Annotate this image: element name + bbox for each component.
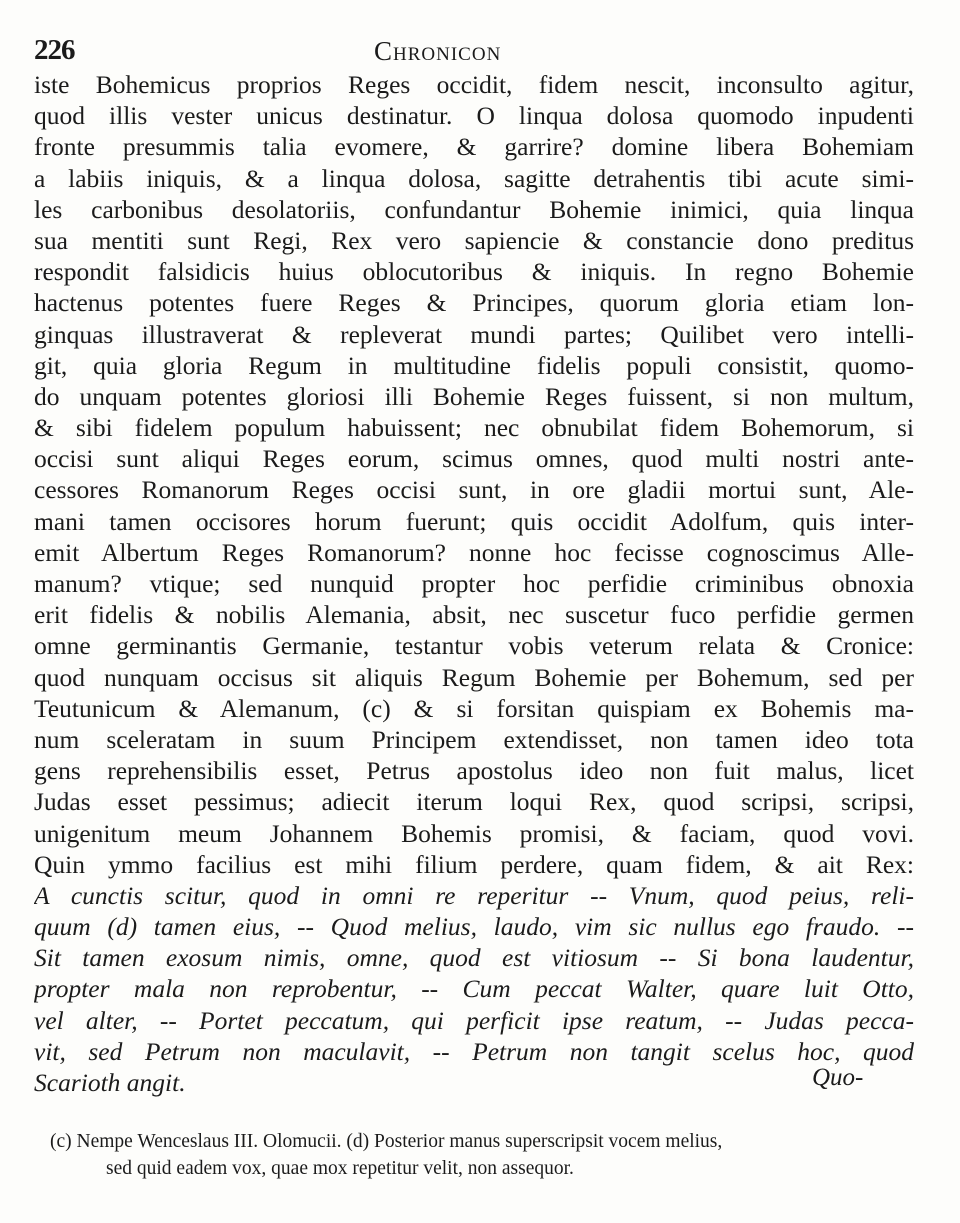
running-head: Chronicon bbox=[374, 36, 502, 66]
text-line: Judas esset pessimus; adiecit iterum loqui Rex, quod scripsi, scripsi, bbox=[34, 787, 914, 817]
text-line: les carbonibus desolatoriis, confundantur Bohemie inimici, quia linqua bbox=[34, 194, 914, 224]
text-line: mani tamen occisores horum fuerunt; quis occidit Adolfum, quis inter- bbox=[34, 506, 914, 536]
page-number: 226 bbox=[34, 34, 75, 66]
text-line: unigenitum meum Johannem Bohemis promisi, & faciam, quod vovi. bbox=[34, 818, 914, 848]
text-line: quod nunquam occisus sit aliquis Regum Bohemie per Bohemum, sed per bbox=[34, 662, 914, 692]
verse-line: A cunctis scitur, quod in omni re reperitur -- Vnum, quod peius, reli- bbox=[34, 880, 914, 910]
text-line: iste Bohemicus proprios Reges occidit, fidem nescit, inconsulto agitur, bbox=[34, 70, 914, 99]
text-line: & sibi fidelem populum habuissent; nec obnubilat fidem Bohemorum, si bbox=[34, 413, 914, 443]
verse-line: vit, sed Petrum non maculavit, -- Petrum non tangit scelus hoc, quod bbox=[34, 1036, 914, 1066]
footnote-line: (c) Nempe Wenceslaus III. Olomucii. (d) Posterior manus superscripsit vocem melius, bbox=[50, 1131, 723, 1152]
text-line: Quin ymmo facilius est mihi filium perdere, quam fidem, & ait Rex: bbox=[34, 849, 914, 879]
text-line: gens reprehensibilis esset, Petrus apostolus ideo non fuit malus, licet bbox=[34, 756, 914, 786]
verse-line: Sit tamen exosum nimis, omne, quod est vitiosum -- Si bona laudentur, bbox=[34, 943, 914, 973]
verse-line: vel alter, -- Portet peccatum, qui perficit ipse reatum, -- Judas pecca- bbox=[34, 1005, 914, 1035]
text-line: git, quia gloria Regum in multitudine fidelis populi consistit, quomo- bbox=[34, 350, 914, 380]
text-line: erit fidelis & nobilis Alemania, absit, nec suscetur fuco perfidie germen bbox=[34, 600, 914, 630]
verse-line: propter mala non reprobentur, -- Cum peccat Walter, quare luit Otto, bbox=[34, 974, 914, 1004]
text-line: hactenus potentes fuere Reges & Principes, quorum gloria etiam lon- bbox=[34, 288, 914, 318]
footnote-line: sed quid eadem vox, quae mox repetitur velit, non assequor. bbox=[106, 1158, 574, 1179]
text-line: fronte presummis talia evomere, & garrire? domine libera Bohemiam bbox=[34, 132, 914, 162]
catchword: Quo- bbox=[812, 1064, 864, 1091]
text-line: a labiis iniquis, & a linqua dolosa, sagitte detrahentis tibi acute simi- bbox=[34, 163, 914, 193]
page-header bbox=[34, 28, 914, 68]
text-line: num sceleratam in suum Principem extendisset, non tamen ideo tota bbox=[34, 724, 914, 754]
text-line: cessores Romanorum Reges occisi sunt, in ore gladii mortui sunt, Ale- bbox=[34, 475, 914, 505]
text-line: ginquas illustraverat & repleverat mundi partes; Quilibet vero intelli- bbox=[34, 319, 914, 349]
text-line: occisi sunt aliqui Reges eorum, scimus omnes, quod multi nostri ante- bbox=[34, 444, 914, 474]
footnotes bbox=[50, 1128, 910, 1182]
text-line: omne germinantis Germanie, testantur vobis veterum relata & Cronice: bbox=[34, 631, 914, 661]
verse-line: quum (d) tamen eius, -- Quod melius, laudo, vim sic nullus ego fraudo. -- bbox=[34, 912, 914, 942]
text-line: sua mentiti sunt Regi, Rex vero sapiencie & constancie dono preditus bbox=[34, 225, 914, 255]
text-line: quod illis vester unicus destinatur. O linqua dolosa quomodo inpudenti bbox=[34, 101, 914, 131]
text-line: Teutunicum & Alemanum, (c) & si forsitan quispiam ex Bohemis ma- bbox=[34, 693, 914, 723]
text-line: do unquam potentes gloriosi illi Bohemie Reges fuissent, si non multum, bbox=[34, 381, 914, 411]
text-line: emit Albertum Reges Romanorum? nonne hoc fecisse cognoscimus Alle- bbox=[34, 537, 914, 567]
text-line: manum? vtique; sed nunquid propter hoc perfidie criminibus obnoxia bbox=[34, 569, 914, 598]
text-line: respondit falsidicis huius oblocutoribus & iniquis. In regno Bohemie bbox=[34, 257, 914, 287]
body-text bbox=[34, 69, 914, 1098]
verse-line: Scarioth angit. bbox=[34, 1068, 186, 1097]
